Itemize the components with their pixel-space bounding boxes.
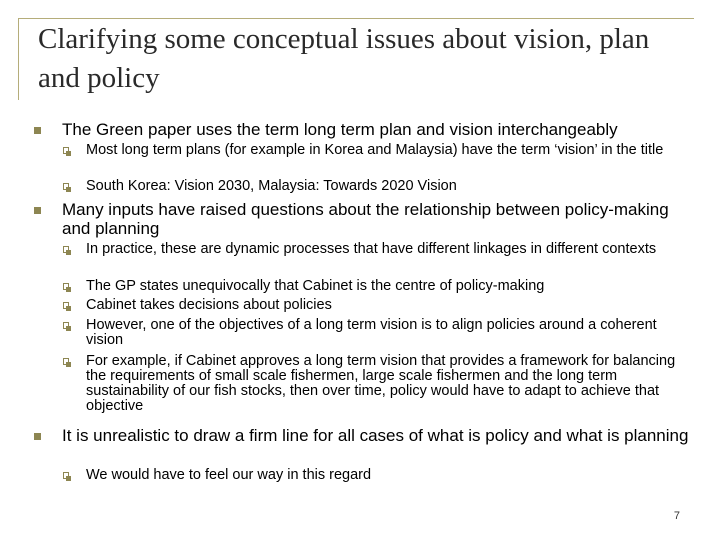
bullet-text: Many inputs have raised questions about the relationship between policy-making and planning — [62, 200, 669, 238]
sub-bullet-text: Cabinet takes decisions about policies — [86, 297, 332, 313]
page-number: 7 — [673, 510, 680, 522]
title-frame-top — [18, 18, 694, 19]
sub-bullet-text: The GP states unequivocally that Cabinet is the centre of policy-making — [86, 278, 545, 294]
sub-bullet-marker — [63, 358, 69, 365]
sub-bullet-text: In practice, these are dynamic processes that have different linkages in different contexts — [86, 241, 657, 257]
sub-bullet-text: We would have to feel our way in this regard — [86, 467, 372, 483]
sub-bullet-marker — [63, 472, 69, 479]
bullet-marker — [34, 433, 41, 440]
bullet-text: It is unrealistic to draw a firm line for all cases of what is policy and what is planning — [62, 426, 689, 445]
sub-bullet-marker — [63, 147, 69, 154]
title-frame-left — [18, 18, 19, 100]
slide-title: Clarifying some conceptual issues about vision, plan and policy — [38, 23, 650, 94]
sub-bullet-text: South Korea: Vision 2030, Malaysia: Towards 2020 Vision — [86, 178, 457, 194]
sub-bullet-marker — [63, 246, 69, 253]
bullet-marker — [34, 207, 41, 214]
sub-bullet-text: For example, if Cabinet approves a long term vision that provides a framework for balancing the requirements of small scale fishermen, large scale fishermen and the long term sustainability of our fish stocks, then over time, policy would have to adapt to achieve that objective — [86, 353, 676, 414]
sub-bullet-text: Most long term plans (for example in Korea and Malaysia) have the term ‘vision’ in the title — [86, 142, 664, 158]
bullet-marker — [34, 127, 41, 134]
sub-bullet-marker — [63, 183, 69, 190]
sub-bullet-marker — [63, 322, 69, 329]
sub-bullet-marker — [63, 283, 69, 290]
bullet-text: The Green paper uses the term long term plan and vision interchangeably — [62, 120, 618, 139]
sub-bullet-marker — [63, 302, 69, 309]
sub-bullet-text: However, one of the objectives of a long term vision is to align policies around a coherent vision — [86, 317, 657, 348]
